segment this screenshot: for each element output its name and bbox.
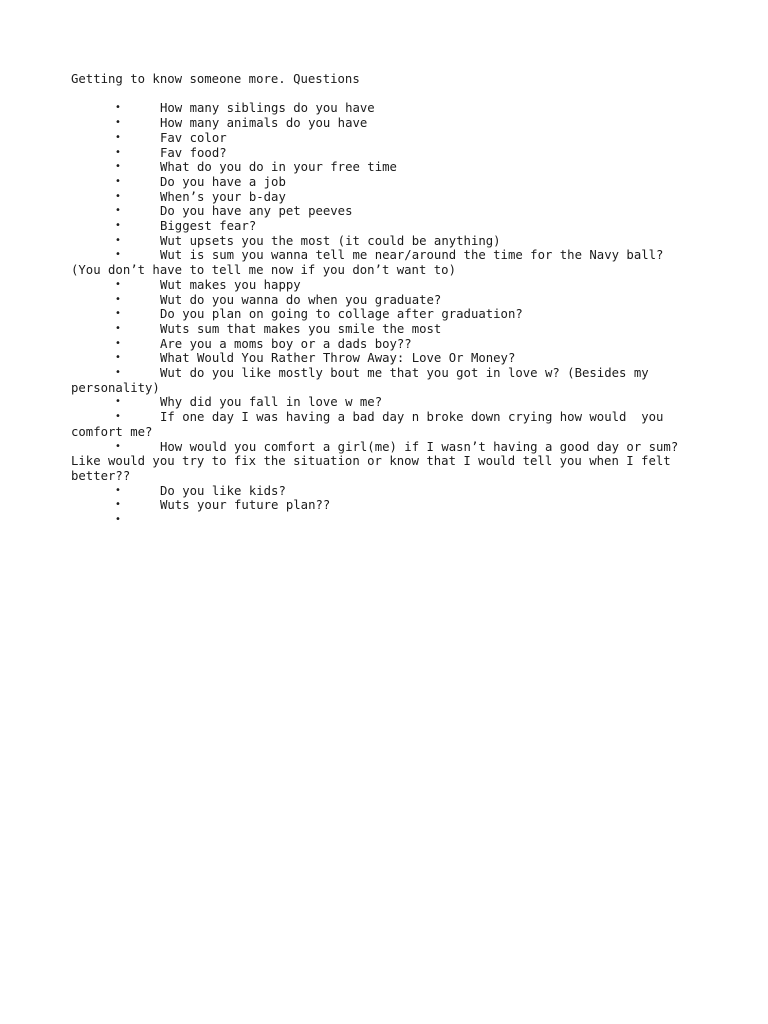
bullet-icon: •: [115, 278, 121, 290]
question-text: Biggest fear?: [160, 219, 257, 234]
question-item: [71, 366, 693, 395]
question-text: Wut do you like mostly bout me that you got in love w? (Besides my personality): [71, 366, 657, 395]
question-text: Do you like kids?: [160, 483, 286, 498]
bullet-icon: •: [115, 484, 121, 496]
question-text: Why did you fall in love w me?: [160, 395, 383, 410]
question-item: [71, 131, 693, 146]
question-item: [71, 278, 693, 293]
question-text: Wut do you wanna do when you graduate?: [160, 292, 442, 307]
question-text: How many siblings do you have: [160, 101, 375, 116]
bullet-icon: •: [115, 322, 121, 334]
bullet-icon: •: [115, 440, 121, 452]
question-item: [71, 440, 693, 484]
question-item: [71, 322, 693, 337]
bullet-icon: •: [115, 220, 121, 232]
bullet-icon: •: [115, 337, 121, 349]
question-item: [71, 248, 693, 277]
question-text: Wut is sum you wanna tell me near/around the time for the Navy ball? (You don’t have to tell me now if you don’t want to): [71, 248, 671, 278]
question-item: [71, 190, 693, 205]
bullet-icon: •: [115, 175, 121, 187]
question-item: [71, 204, 693, 219]
bullet-icon: •: [115, 411, 121, 423]
question-item: [71, 234, 693, 249]
question-text: How would you comfort a girl(me) if I wasn’t having a good day or sum? Like would you try to fix the situation or know that I would tell you when I felt better??: [71, 439, 686, 483]
document-title: Getting to know someone more. Questions: [71, 72, 360, 86]
question-item: [71, 337, 693, 352]
question-item: [71, 307, 693, 322]
bullet-icon: •: [115, 146, 121, 158]
question-item: [71, 395, 693, 410]
question-text: If one day I was having a bad day n broke down crying how would you comfort me?: [71, 410, 671, 439]
question-item: [71, 219, 693, 234]
question-item: [71, 513, 693, 528]
question-text: Wuts sum that makes you smile the most: [160, 321, 442, 336]
question-item: [71, 116, 693, 131]
question-text: What do you do in your free time: [160, 160, 397, 175]
question-item: [71, 484, 693, 499]
question-item: [71, 293, 693, 308]
bullet-icon: •: [115, 102, 121, 114]
bullet-icon: •: [115, 131, 121, 143]
question-text: How many animals do you have: [160, 116, 368, 131]
question-text: Do you have any pet peeves: [160, 204, 353, 219]
bullet-icon: •: [115, 117, 121, 129]
question-text: Wut upsets you the most (it could be anything): [160, 233, 501, 248]
bullet-icon: •: [115, 352, 121, 364]
bullet-icon: •: [115, 190, 121, 202]
question-text: Do you have a job: [160, 174, 286, 189]
question-text: When’s your b-day: [160, 189, 286, 204]
bullet-icon: •: [115, 308, 121, 320]
question-text: What Would You Rather Throw Away: Love Or Money?: [160, 351, 516, 366]
question-text: Are you a moms boy or a dads boy??: [160, 336, 412, 351]
bullet-icon: •: [115, 293, 121, 305]
question-item: [71, 101, 693, 116]
bullet-icon: •: [115, 367, 121, 379]
question-item: [71, 160, 693, 175]
question-item: [71, 498, 693, 513]
bullet-icon: •: [115, 499, 121, 511]
bullet-icon: •: [115, 249, 121, 261]
bullet-icon: •: [115, 234, 121, 246]
document-page: [71, 72, 693, 528]
question-item: [71, 146, 693, 161]
question-text: Do you plan on going to collage after graduation?: [160, 307, 523, 322]
question-text: Wuts your future plan??: [160, 498, 331, 513]
question-text: Fav food?: [160, 145, 227, 160]
bullet-icon: •: [115, 161, 121, 173]
question-text: Fav color: [160, 130, 227, 145]
bullet-icon: •: [115, 514, 121, 526]
question-list: [71, 101, 693, 527]
question-item: [71, 410, 693, 439]
question-item: [71, 175, 693, 190]
bullet-icon: •: [115, 205, 121, 217]
question-item: [71, 351, 693, 366]
bullet-icon: •: [115, 396, 121, 408]
question-text: Wut makes you happy: [160, 277, 301, 292]
